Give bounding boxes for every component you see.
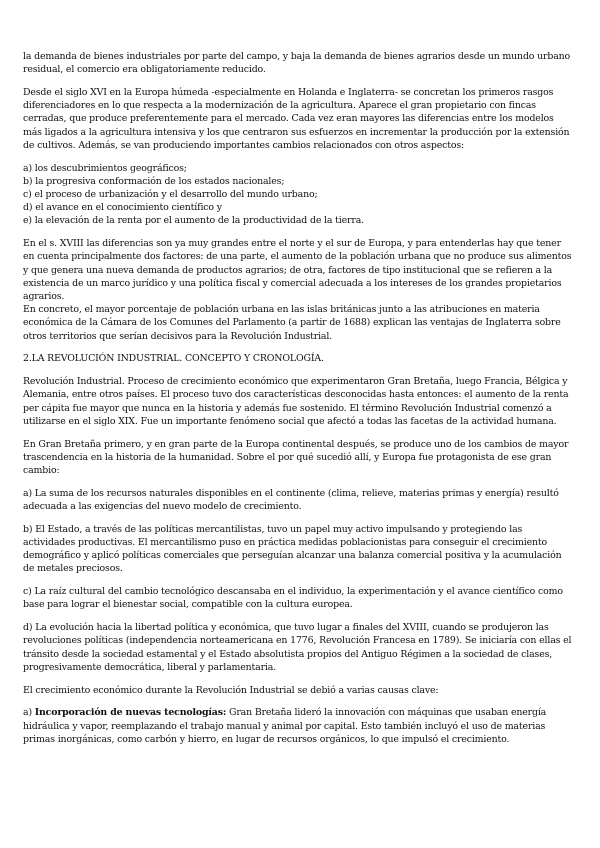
aspect-item: c) el proceso de urbanización y el desarrollo del mundo urbano; (23, 189, 318, 201)
en-concreto-paragraph: En concreto, el mayor porcentaje de población urbana en las islas británicas junto a las atribuciones en materia económica de la Cámara de los Comunes del Parlamento (a partir de 1688) explican las ventajas de Inglaterra sobre otros territorios que serían decisivos para la Revolución Industrial. (23, 304, 561, 342)
aspect-item: e) la elevación de la renta por el aumento de la productividad de la tierra. (23, 215, 364, 227)
cause-a-text: Gran Bretaña lideró la innovación con máquinas que usaban energía hidráulica y vapor, reemplazando el trabajo manual y animal por capital. Esto también incluyó el uso de materias primas inorgánicas, como carbón y hierro, en lugar de recursos orgánicos, lo que impulsó el crecimiento. (23, 707, 547, 745)
cause-a-prefix: a) (23, 707, 35, 719)
factor-d-paragraph: d) La evolución hacia la libertad política y económica, que tuvo lugar a finales del XVIII, cuando se produjeron las revoluciones políticas (independencia norteamericana en 1776, Revolución Francesa en 1789). Se iniciaría con ellas el tránsito desde la sociedad estamental y el Estado absolutista propios del Antiguo Régimen a la sociedad de clases, progresivamente democrática, liberal y parlamentaria. (23, 622, 572, 673)
aspects-list (23, 162, 572, 228)
definition-paragraph: Revolución Industrial. Proceso de crecimiento económico que experimentaron Gran Bretaña, luego Francia, Bélgica y Alemania, entre otros países. El proceso tuvo dos características desconocidas hasta entonces: el aumento de la renta per cápita fue mayor que nunca en la historia y además fue sostenido. El término Revolución Industrial comenzó a utilizarse en el siglo XIX. Fue un importante fenómeno social que afectó a todas las facetas de la actividad humana. (23, 376, 569, 427)
cause-a-title: Incorporación de nuevas tecnologías: (34, 707, 227, 719)
factor-a-paragraph: a) La suma de los recursos naturales disponibles en el continente (clima, relieve, materias primas y energía) resultó adecuada a las exigencias del nuevo modelo de crecimiento. (23, 487, 559, 513)
section-heading: 2.LA REVOLUCIÓN INDUSTRIAL. CONCEPTO Y CRONOLOGÍA. (23, 353, 324, 365)
aspect-item: a) los descubrimientos geográficos; (23, 162, 187, 174)
aspect-item: b) la progresiva conformación de los estados nacionales; (23, 175, 285, 187)
factor-c-paragraph: c) La raíz cultural del cambio tecnológico descansaba en el individuo, la experimentación y el avance científico como base para lograr el bienestar social, compatible con la cultura europea. (23, 586, 563, 611)
factor-b-paragraph: b) El Estado, a través de las políticas mercantilistas, tuvo un papel muy activo impulsando y protegiendo las actividades productivas. El mercantilismo puso en práctica medidas poblacionistas para conseguir el crecimiento demográfico y aplicó políticas comerciales que perseguían alcanzar una balanza comercial positiva y la acumulación de metales preciosos. (23, 523, 562, 575)
siglo-xvi-paragraph: Desde el siglo XVI en la Europa húmeda -especialmente en Holanda e Inglaterra- se concretan los primeros rasgos diferenciadores en lo que respecta a la modernización de la agricultura. Aparece el gran propietario con fincas cerradas, que produce preferentemente para el mercado. Cada vez eran mayores las diferencias entre los modelos más ligados a la agricultura intensiva y los que centraron sus esfuerzos en incrementar la producción por la extensión de cultivos. Además, se van produciendo importantes cambios relacionados con otros aspectos: (23, 87, 570, 151)
cause-a-paragraph (23, 706, 572, 746)
causes-intro-paragraph: El crecimiento económico durante la Revolución Industrial se debió a varias causas clave: (23, 684, 439, 696)
aspect-item: d) el avance en el conocimiento científico y (23, 202, 222, 214)
intro-continuation-paragraph: la demanda de bienes industriales por parte del campo, y baja la demanda de bienes agrarios desde un mundo urbano residual, el comercio era obligatoriamente reducido. (23, 51, 571, 76)
siglo-xviii-paragraph: En el s. XVIII las diferencias son ya muy grandes entre el norte y el sur de Europa, y para entenderlas hay que tener en cuenta principalmente dos factores: de una parte, el aumento de la población urbana que no produce sus alimentos y que genera una nueva demanda de productos agrarios; de otra, factores de tipo institucional que se refieren a la existencia de un marco jurídico y una política fiscal y comercial adecuada a los intereses de los grandes propietarios agrarios. (23, 238, 572, 303)
gran-bretana-paragraph: En Gran Bretaña primero, y en gran parte de la Europa continental después, se produce uno de los cambios de mayor trascendencia en la historia de la humanidad. Sobre el por qué sucedió allí, y Europa fue protagonista de ese gran cambio: (23, 438, 569, 477)
